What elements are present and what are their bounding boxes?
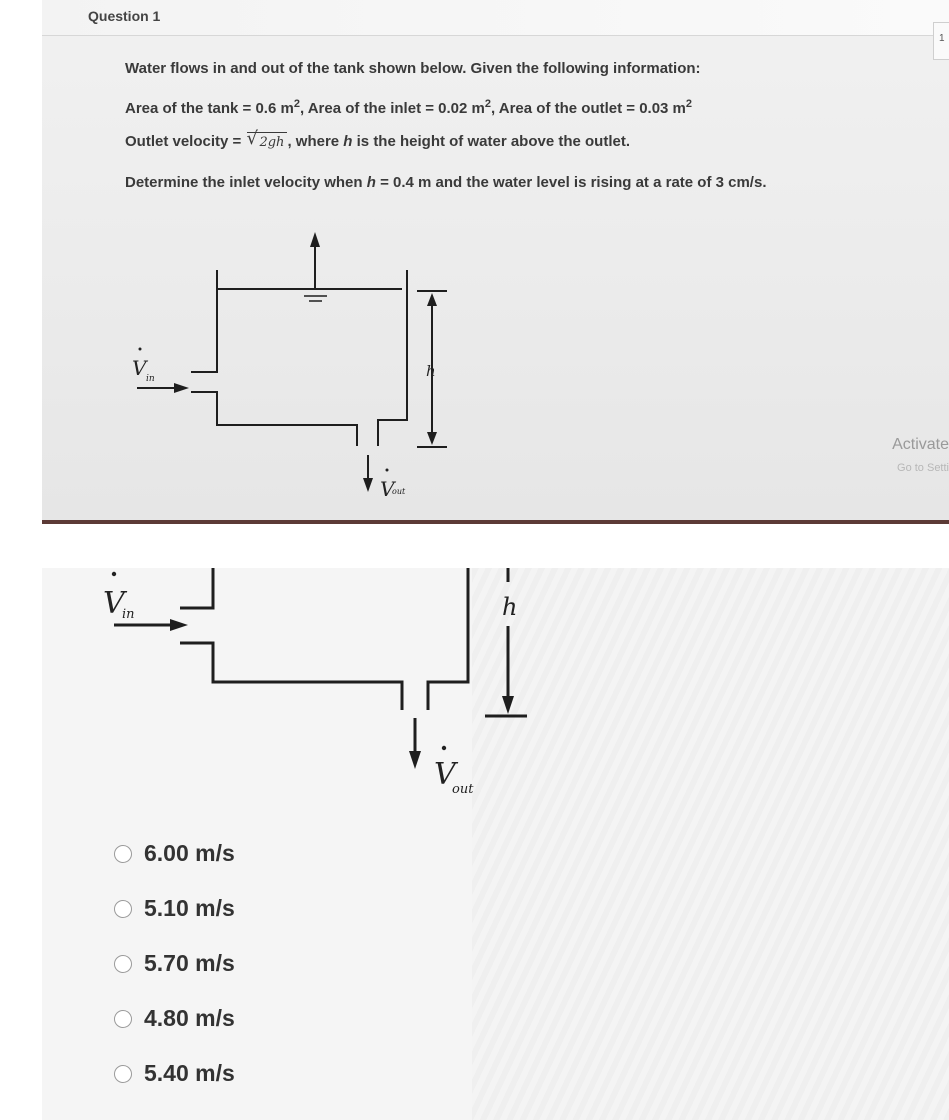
h-label: h: [502, 593, 518, 621]
radio-button[interactable]: [114, 1010, 132, 1028]
outlet-velocity-tail: is the height of water above the outlet.: [352, 133, 630, 150]
question-panel: [42, 0, 949, 524]
v-out-subscript: out: [452, 782, 474, 797]
inlet-area-text: , Area of the inlet = 0.02 m: [299, 100, 485, 117]
problem-intro: Water flows in and out of the tank shown below. Given the following information:: [125, 60, 701, 77]
v-out-dot: [386, 469, 389, 472]
v-in-subscript: in: [146, 374, 155, 384]
h-variable: h: [366, 174, 376, 191]
exponent: 2: [484, 98, 491, 110]
v-in-subscript: in: [122, 607, 135, 622]
v-in-label: V: [103, 586, 125, 621]
radio-button[interactable]: [114, 900, 132, 918]
answer-label: 6.00 m/s: [144, 840, 235, 866]
tank-diagram: [42, 0, 949, 520]
exponent: 2: [293, 98, 300, 110]
answer-label: 5.70 m/s: [144, 950, 235, 976]
h-variable: h: [343, 133, 353, 150]
v-out-dot: [442, 746, 446, 750]
v-out-label: V: [380, 477, 395, 501]
radio-button[interactable]: [114, 845, 132, 863]
h-label: h: [426, 362, 436, 380]
v-in-label: V: [132, 356, 147, 380]
task-tail: = 0.4 m and the water level is rising at a rate of 3 cm/s.: [375, 174, 767, 191]
v-out-label: V: [434, 757, 456, 792]
answer-option[interactable]: [114, 826, 235, 881]
answer-options: [114, 826, 235, 1101]
answer-option[interactable]: [114, 991, 235, 1046]
v-in-dot: [139, 348, 142, 351]
watermark-title: Activate: [892, 436, 949, 453]
tank-area-text: Area of the tank = 0.6 m: [125, 100, 294, 117]
outlet-velocity-text: Outlet velocity =: [125, 133, 246, 150]
question-title: Question 1: [88, 8, 161, 24]
radio-button[interactable]: [114, 1065, 132, 1083]
watermark-subtitle: Go to Setti: [897, 462, 949, 474]
v-out-subscript: out: [392, 487, 406, 496]
where-text: , where: [287, 133, 344, 150]
answer-option[interactable]: [114, 881, 235, 936]
page-tag: 1: [933, 22, 949, 60]
answer-option[interactable]: [114, 1046, 235, 1101]
radio-button[interactable]: [114, 955, 132, 973]
exponent: 2: [685, 98, 693, 110]
sqrt-expression: √ 2gh: [247, 132, 287, 150]
v-in-dot: [112, 572, 116, 576]
answer-label: 4.80 m/s: [144, 1005, 235, 1031]
answer-label: 5.10 m/s: [144, 895, 235, 921]
task-text: Determine the inlet velocity when: [125, 174, 367, 191]
answer-panel: [42, 568, 949, 1120]
answer-option[interactable]: [114, 936, 235, 991]
outlet-area-text: , Area of the outlet = 0.03 m: [490, 100, 686, 117]
answer-label: 5.40 m/s: [144, 1060, 235, 1086]
tank-diagram-zoomed: [42, 568, 949, 828]
